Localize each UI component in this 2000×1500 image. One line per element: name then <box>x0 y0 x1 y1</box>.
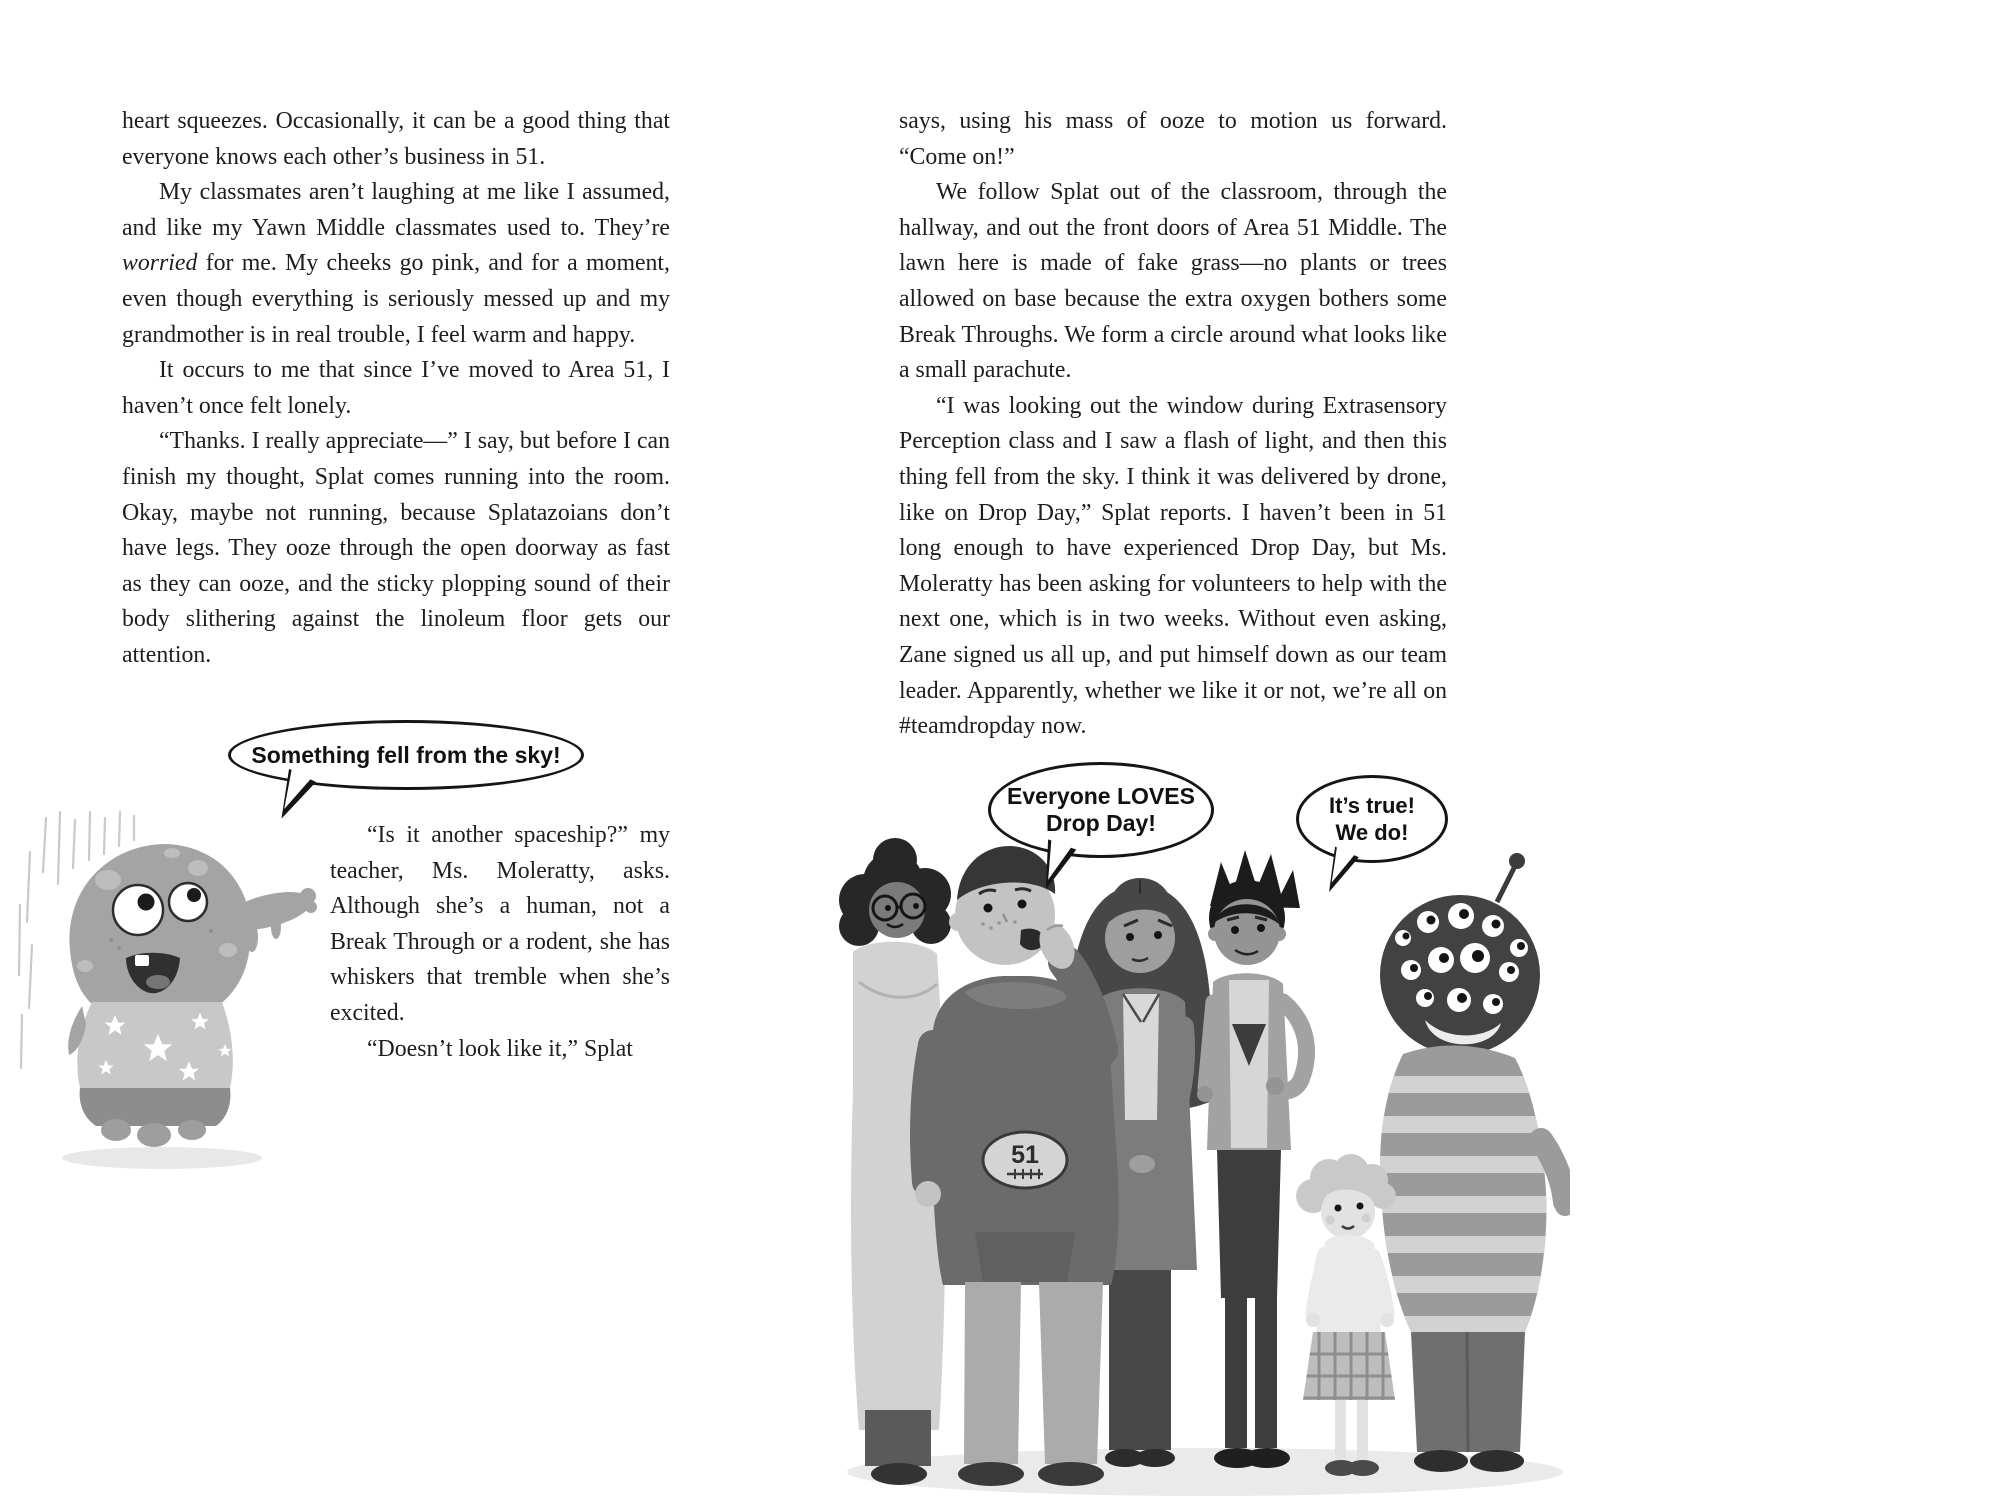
speech-bubble-text: It’s true! <box>1329 793 1415 818</box>
body-paragraph: “Doesn’t look like it,” Splat <box>367 1035 633 1062</box>
body-paragraph: It occurs to me that since I’ve moved to Area 51, I haven’t once felt lonely. <box>122 357 670 419</box>
body-paragraph <box>122 175 670 353</box>
speech-bubble-everyone-loves <box>988 762 1214 858</box>
splat-star-shirt <box>68 1002 233 1088</box>
body-paragraph: “Is it another spaceship?” my teacher, Ms. Moleratty, asks. Although she’s a human, not a Break Through or a rodent, she has whiskers that tremble when she’s excited. <box>330 822 670 1026</box>
character-many-eyed-alien <box>1365 853 1570 1472</box>
left-text-column <box>122 104 670 674</box>
speech-bubble-text: Everyone LOVES <box>1007 783 1195 809</box>
alien-antenna <box>1497 866 1515 902</box>
italic-word: worried <box>122 250 198 277</box>
plaid-skirt <box>1303 1332 1395 1400</box>
splat-ground-shadow <box>62 1147 262 1169</box>
speech-bubble-something-fell <box>228 720 584 790</box>
body-paragraph: We follow Splat out of the classroom, through the hallway, and out the front doors of Area 51 Middle. The lawn here is made of fake grass—no plants or trees allowed on base because the extra oxygen bothers some Break Throughs. We form a circle around what looks like a small parachute. <box>899 179 1447 384</box>
speech-bubble-text: Drop Day! <box>1046 810 1156 836</box>
speech-bubble-text: Something fell from the sky! <box>251 741 561 768</box>
body-paragraph: heart squeezes. Occasionally, it can be a good thing that everyone knows each other’s business in 51. <box>122 108 670 170</box>
speech-bubble-text: We do! <box>1335 820 1409 845</box>
paragraph-text: My classmates aren’t laughing at me like I assumed, and like my Yawn Middle classmates used to. They’re <box>122 179 670 241</box>
character-boy-spiky-hair <box>1197 850 1307 1468</box>
splat-character-illustration <box>12 810 322 1180</box>
body-paragraph: “Thanks. I really appreciate—” I say, but before I can finish my thought, Splat comes running into the room. Okay, maybe not running, because Splatazoians don’t have legs. They ooze through the open doorway as fast as they can ooze, and the sticky plopping sound of their body slithering against the linoleum floor gets our attention. <box>122 428 670 668</box>
speech-bubble-its-true <box>1296 775 1448 863</box>
right-text-column <box>899 104 1447 745</box>
paragraph-text: for me. My cheeks go pink, and for a moment, even though everything is seriously messed up and my grandmother is in real trouble, I feel warm and happy. <box>122 250 670 348</box>
kids-group-illustration <box>825 830 1570 1498</box>
hoodie-number: 51 <box>1011 1141 1039 1169</box>
left-wrapped-text-column <box>330 818 670 1067</box>
splat-skirt <box>80 1088 231 1147</box>
body-paragraph: says, using his mass of ooze to motion us forward. “Come on!” <box>899 108 1447 170</box>
character-small-girl <box>1296 1154 1399 1476</box>
body-paragraph: “I was looking out the window during Extrasensory Perception class and I saw a flash of light, and then this thing fell from the sky. I think it was delivered by drone, like on Drop Day,” Splat reports. I haven’t been in 51 long enough to have experienced Drop Day, but Ms. Moleratty has been asking for volunteers to help with the next one, which is in two weeks. Without even asking, Zane signed us all up, and put himself down as our team leader. Apparently, whether we like it or not, we’re all on #teamdropday now. <box>899 392 1447 740</box>
